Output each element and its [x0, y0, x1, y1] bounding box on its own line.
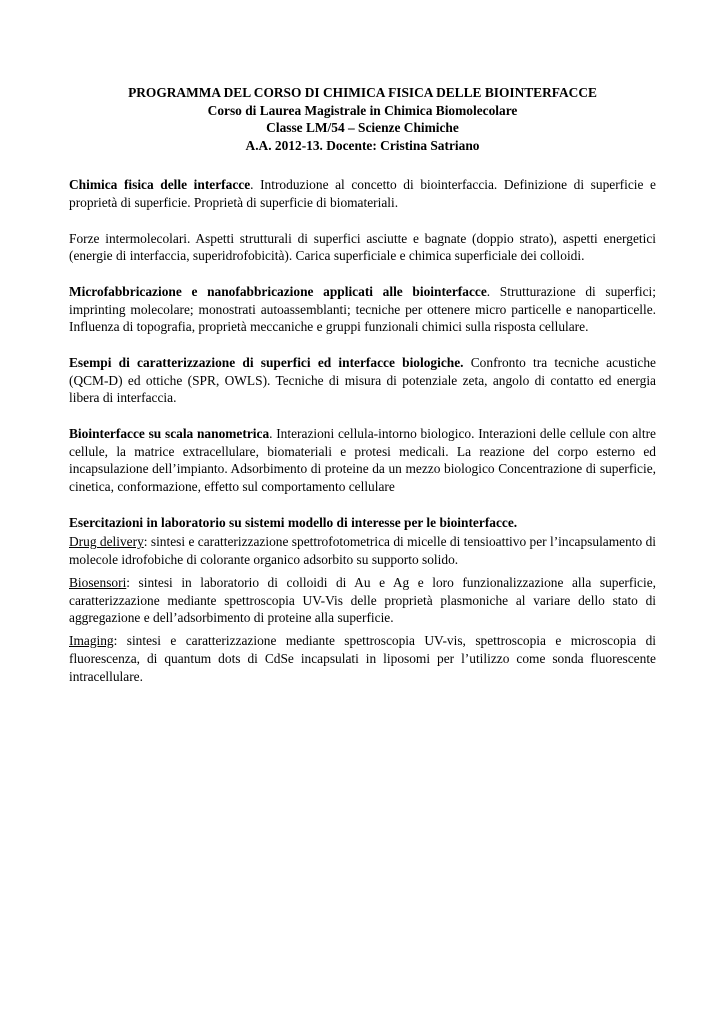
section-intermolecular-forces	[69, 230, 656, 266]
lab-item-label: Drug delivery	[69, 534, 144, 550]
lab-item-drug-delivery	[69, 533, 656, 569]
section-characterization	[69, 354, 656, 407]
section-text: . Strutturazione di superfici; imprinting molecolare; monostrati autoassemblanti; tecniche per ottenere micro particelle e nanoparticelle. Influenza di topografia, proprietà meccaniche e gruppi funzionali chimici sulla risposta cellulare.	[69, 283, 656, 335]
degree-class: Classe LM/54 – Scienze Chimiche	[266, 120, 459, 136]
lab-item-text: : sintesi e caratterizzazione spettrofotometrica di micelle di tensioattivo per l’incapsulamento di molecole idrofobiche di colorante organico adsorbito su supporto solido.	[69, 534, 656, 568]
section-text: . Interazioni cellula-intorno biologico. Interazioni delle cellule con altre cellule, la matrice extracellulare, biomateriali e protesi medicali. La reazione del corpo esterno ed incapsulazione dell’impianto. Adsorbimento di proteine da un mezzo biologico Concentrazione di superficie, cinetica, conformazione, effetto sul comportamento cellulare	[69, 425, 656, 495]
section-title: Esempi di caratterizzazione di superfici ed interfacce biologiche.	[69, 354, 464, 370]
lab-item-biosensors	[69, 574, 656, 627]
section-nanoscale	[69, 425, 656, 496]
course-title: PROGRAMMA DEL CORSO DI CHIMICA FISICA DELLE BIOINTERFACCE	[128, 85, 597, 100]
document-header	[69, 84, 656, 154]
section-microfabrication	[69, 283, 656, 336]
lab-section-title	[69, 514, 656, 532]
document-page	[69, 84, 656, 691]
degree-program: Corso di Laurea Magistrale in Chimica Biomolecolare	[207, 102, 518, 118]
lab-item-text: : sintesi e caratterizzazione mediante spettroscopia UV-vis, spettroscopia e microscopia di fluorescenza, di quantum dots di CdSe incapsulati in liposomi per l’utilizzo come sonda fluorescente intracellulare.	[69, 633, 656, 684]
section-title: Microfabbricazione e nanofabbricazione applicati alle biointerfacce	[69, 283, 487, 299]
section-title: Biointerfacce su scala nanometrica	[69, 425, 270, 441]
lab-item-label: Biosensori	[69, 574, 127, 590]
lab-item-imaging	[69, 632, 656, 685]
section-title: Chimica fisica delle interfacce	[69, 177, 251, 193]
section-title: Esercitazioni in laboratorio su sistemi modello di interesse per le biointerfacce.	[69, 514, 518, 530]
section-text: Forze intermolecolari. Aspetti strutturali di superfici asciutte e bagnate (doppio strato), aspetti energetici (energie di interfaccia, superidrofobicità). Carica superficiale e chimica superficiale dei colloidi.	[69, 230, 656, 264]
section-interfaces	[69, 176, 656, 212]
section-text: Confronto tra tecniche acustiche (QCM-D) ed ottiche (SPR, OWLS). Tecniche di misura di potenziale zeta, angolo di contatto ed energia libera di interfaccia.	[69, 354, 657, 406]
academic-year-teacher: A.A. 2012-13. Docente: Cristina Satriano	[245, 137, 480, 153]
lab-item-label: Imaging	[69, 633, 114, 649]
section-text: . Introduzione al concetto di biointerfaccia. Definizione di superficie e proprietà di superficie. Proprietà di superficie di biomateriali.	[69, 177, 656, 211]
lab-item-text: : sintesi in laboratorio di colloidi di Au e Ag e loro funzionalizzazione alla superficie, caratterizzazione mediante spettroscopia UV-Vis delle proprietà plasmoniche al variare dello stato di aggregazione e dell’adsorbimento di proteine alla superficie.	[69, 574, 656, 626]
